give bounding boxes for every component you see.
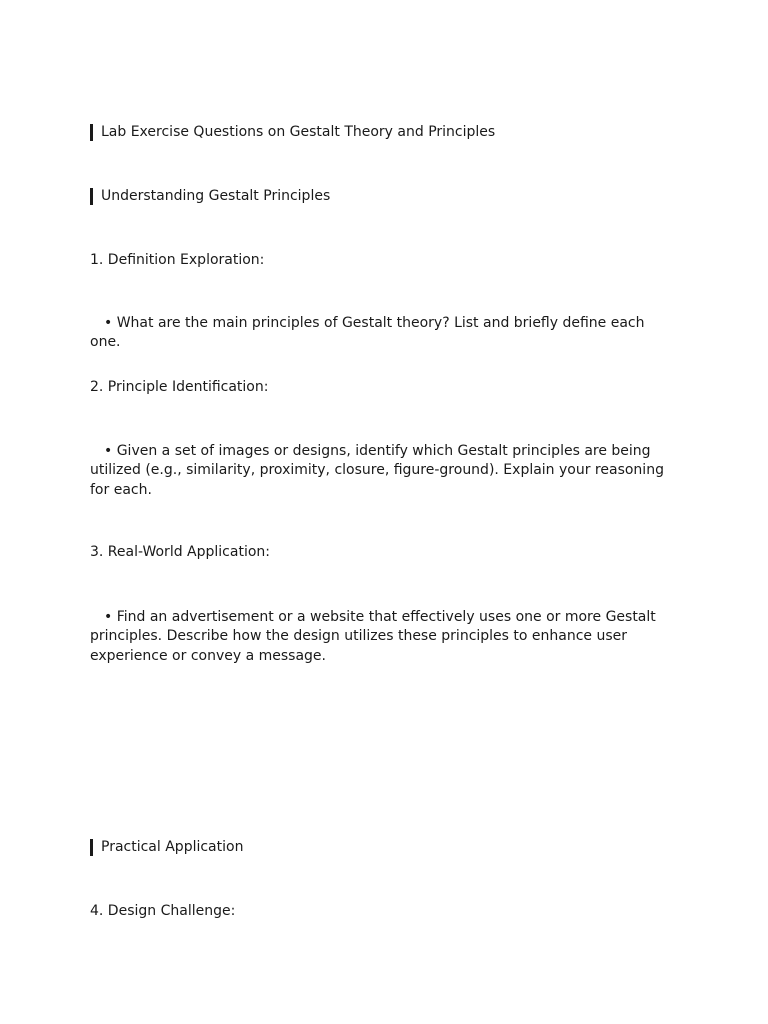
question-1-label: 1. Definition Exploration: <box>90 252 265 268</box>
question-3-label: 3. Real-World Application: <box>90 544 270 560</box>
section-heading-text: Practical Application <box>101 839 244 855</box>
question-1-bullet <box>90 314 678 353</box>
section-heading-text: Understanding Gestalt Principles <box>101 188 331 204</box>
doc-title-text: Lab Exercise Questions on Gestalt Theory and Principles <box>101 124 496 140</box>
heading-marker <box>90 188 93 205</box>
question-2-bullet <box>90 442 678 500</box>
question-1-bullet-text: • What are the main principles of Gestalt theory? List and briefly define each one. <box>90 315 645 351</box>
heading-marker <box>90 839 93 856</box>
heading-marker <box>90 124 93 141</box>
section-heading-practical <box>90 838 689 857</box>
question-4-label: 4. Design Challenge: <box>90 903 236 919</box>
question-2-bullet-text: • Given a set of images or designs, identify which Gestalt principles are being utilized (e.g., similarity, proximity, closure, figure-ground). Explain your reasoning for each. <box>90 443 664 498</box>
question-2-label: 2. Principle Identification: <box>90 379 269 395</box>
doc-title <box>90 123 689 142</box>
question-3-bullet-text: • Find an advertisement or a website that effectively uses one or more Gestalt principles. Describe how the design utilizes these principles to enhance user experience or convey a message. <box>90 609 656 664</box>
section-heading-understanding <box>90 187 689 206</box>
question-3-bullet <box>90 608 678 666</box>
